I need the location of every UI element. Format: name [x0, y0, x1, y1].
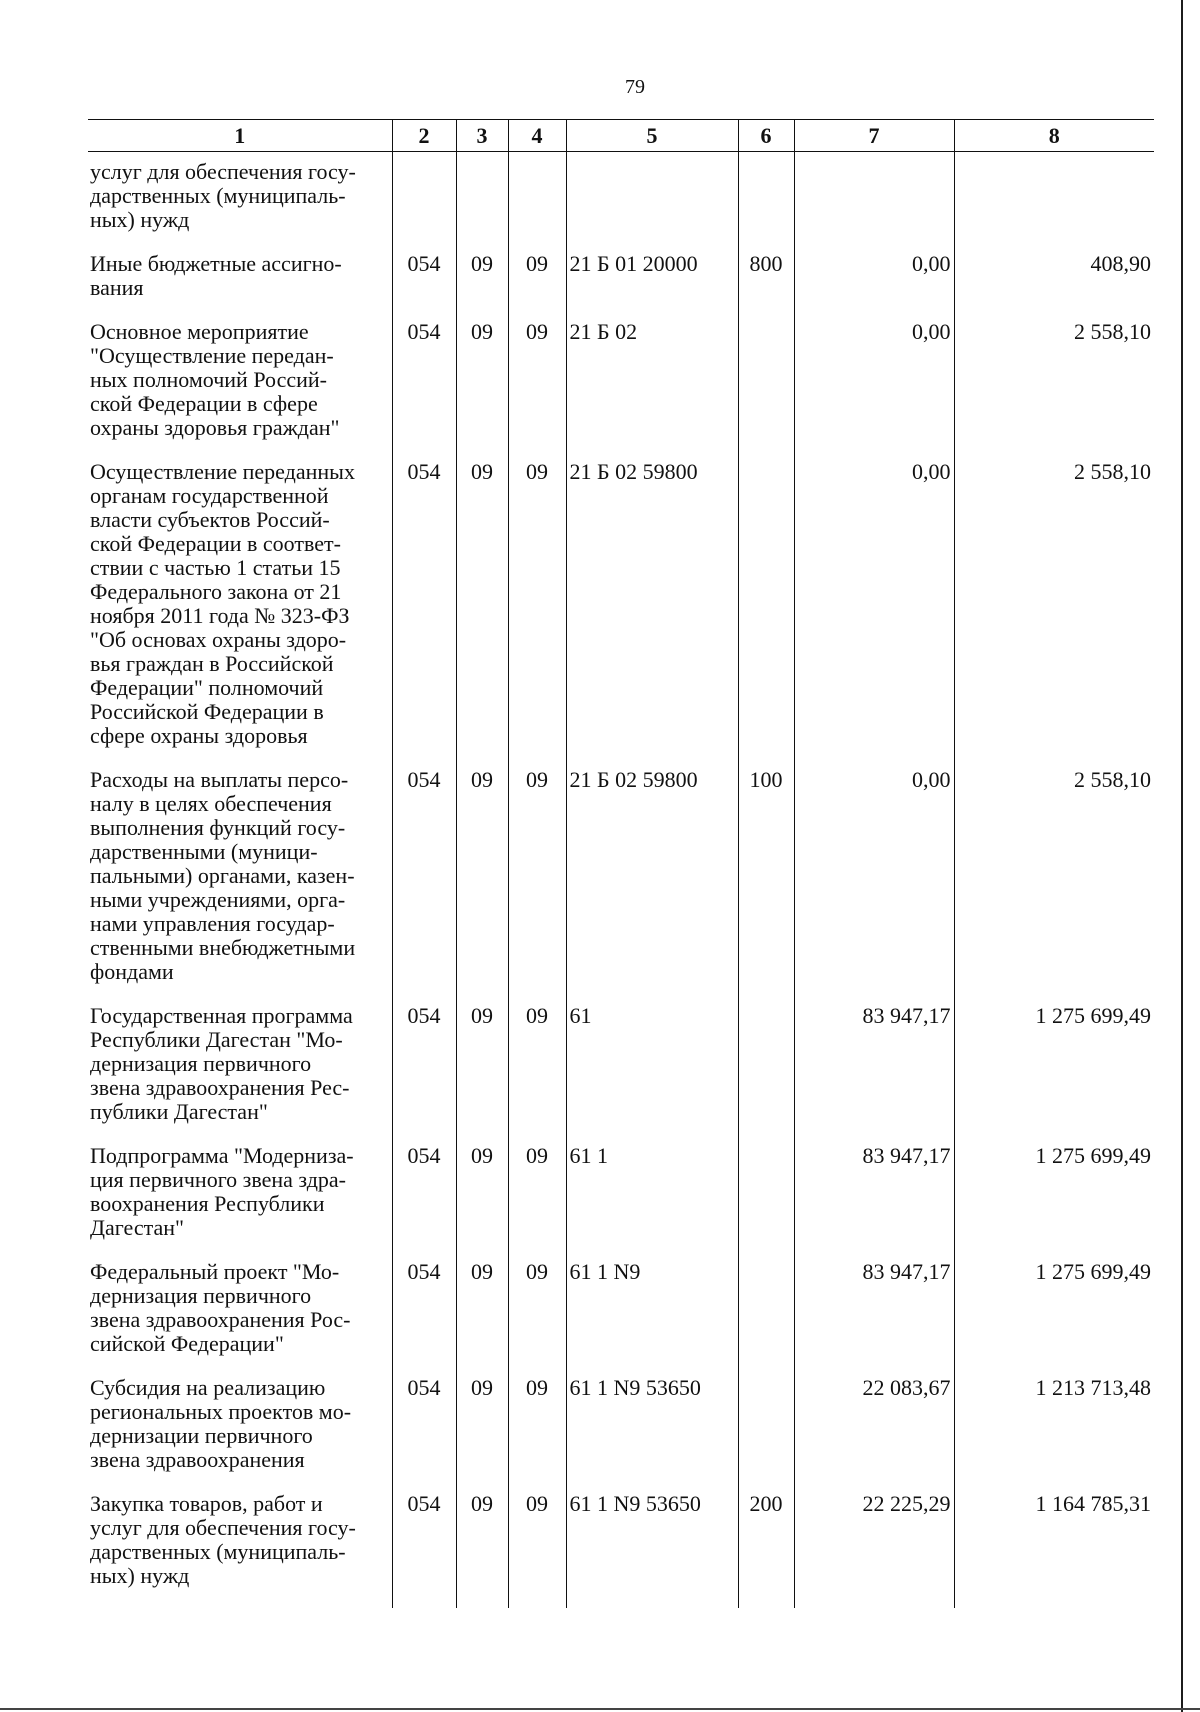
cell-admin — [392, 152, 456, 233]
col-header: 8 — [954, 120, 1154, 152]
cell-type — [738, 1004, 794, 1124]
cell-section: 09 — [456, 252, 508, 300]
cell-admin: 054 — [392, 460, 456, 748]
cell-amount-7: 83 947,17 — [794, 1144, 954, 1240]
row-name: услуг для обеспечения госу- дарственных (муниципаль- ных) нужд — [90, 159, 356, 232]
cell-target: 61 1 N9 53650 — [566, 1376, 738, 1472]
cell-type — [738, 1260, 794, 1356]
col-header: 2 — [392, 120, 456, 152]
cell-target: 61 1 N9 53650 — [566, 1492, 738, 1588]
scan-edge-right — [1181, 0, 1183, 1712]
row-name: Иные бюджетные ассигно- вания — [90, 251, 342, 300]
cell-section — [456, 152, 508, 233]
header-row — [88, 120, 1154, 152]
row-name: Основное мероприятие "Осуществление передан- ных полномочий Россий- ской Федерации в сфере охраны здоровья граждан" — [90, 319, 340, 440]
cell-amount-8: 1 275 699,49 — [954, 1004, 1154, 1124]
cell-target — [566, 152, 738, 233]
cell-section: 09 — [456, 460, 508, 748]
cell-subsection: 09 — [508, 768, 566, 984]
row-name: Осуществление переданных органам государственной власти субъектов Россий- ской Федерации в соответ- ствии с частью 1 статьи 15 Федерального закона от 21 ноября 2011 года № 323-ФЗ "Об основах охраны здоро- вья граждан в Российской Федерации" полномочий Российской Федерации в сфере охраны здоровья — [90, 459, 355, 748]
page-number: 79 — [625, 76, 645, 98]
table-row — [88, 320, 1154, 440]
cell-amount-8: 2 558,10 — [954, 768, 1154, 984]
col-header: 7 — [794, 120, 954, 152]
row-name: Субсидия на реализацию региональных проектов мо- дернизации первичного звена здравоохранения — [90, 1375, 352, 1472]
row-name: Закупка товаров, работ и услуг для обеспечения госу- дарственных (муниципаль- ных) нужд — [90, 1491, 356, 1588]
cell-subsection: 09 — [508, 1144, 566, 1240]
cell-target: 21 Б 02 59800 — [566, 460, 738, 748]
cell-section: 09 — [456, 1376, 508, 1472]
cell-subsection: 09 — [508, 1492, 566, 1588]
cell-amount-7: 83 947,17 — [794, 1260, 954, 1356]
cell-type: 800 — [738, 252, 794, 300]
cell-amount-8: 2 558,10 — [954, 460, 1154, 748]
cell-subsection: 09 — [508, 252, 566, 300]
cell-type — [738, 1376, 794, 1472]
row-name: Расходы на выплаты персо- налу в целях обеспечения выполнения функций госу- дарственными (муници- пальными) органами, казен- ными учреждениями, орга- нами управления государ- ственными внебюджетными фондами — [90, 767, 356, 984]
cell-subsection: 09 — [508, 320, 566, 440]
cell-section: 09 — [456, 1144, 508, 1240]
cell-admin: 054 — [392, 1376, 456, 1472]
cell-admin: 054 — [392, 1492, 456, 1588]
cell-amount-7: 22 225,29 — [794, 1492, 954, 1588]
cell-admin: 054 — [392, 252, 456, 300]
row-name: Федеральный проект "Мо- дернизация первичного звена здравоохранения Рос- сийской Федерации" — [90, 1259, 351, 1356]
cell-subsection: 09 — [508, 1004, 566, 1124]
col-header: 3 — [456, 120, 508, 152]
cell-amount-7: 0,00 — [794, 252, 954, 300]
cell-section: 09 — [456, 1492, 508, 1588]
cell-type: 100 — [738, 768, 794, 984]
cell-amount-8: 2 558,10 — [954, 320, 1154, 440]
cell-amount-7: 0,00 — [794, 320, 954, 440]
cell-admin: 054 — [392, 768, 456, 984]
cell-subsection: 09 — [508, 1260, 566, 1356]
cell-amount-8: 1 164 785,31 — [954, 1492, 1154, 1588]
cell-target: 21 Б 02 — [566, 320, 738, 440]
cell-amount-8: 1 275 699,49 — [954, 1260, 1154, 1356]
cell-amount-8: 1 213 713,48 — [954, 1376, 1154, 1472]
cell-amount-7: 0,00 — [794, 460, 954, 748]
cell-subsection: 09 — [508, 460, 566, 748]
col-header: 1 — [88, 120, 392, 152]
cell-subsection: 09 — [508, 1376, 566, 1472]
cell-amount-7 — [794, 152, 954, 233]
table-row — [88, 1376, 1154, 1472]
col-header: 6 — [738, 120, 794, 152]
table-row — [88, 768, 1154, 984]
cell-section: 09 — [456, 320, 508, 440]
cell-amount-7: 0,00 — [794, 768, 954, 984]
table-row — [88, 1004, 1154, 1124]
table-row — [88, 152, 1154, 233]
table-row — [88, 1260, 1154, 1356]
cell-type: 200 — [738, 1492, 794, 1588]
col-header: 4 — [508, 120, 566, 152]
cell-type — [738, 152, 794, 233]
cell-target: 61 1 — [566, 1144, 738, 1240]
cell-amount-7: 83 947,17 — [794, 1004, 954, 1124]
cell-section: 09 — [456, 1004, 508, 1124]
table-row — [88, 460, 1154, 748]
cell-section: 09 — [456, 768, 508, 984]
cell-amount-8 — [954, 152, 1154, 233]
cell-type — [738, 320, 794, 440]
table-row — [88, 1492, 1154, 1588]
cell-type — [738, 1144, 794, 1240]
col-header: 5 — [566, 120, 738, 152]
cell-admin: 054 — [392, 1004, 456, 1124]
cell-amount-8: 1 275 699,49 — [954, 1144, 1154, 1240]
cell-type — [738, 460, 794, 748]
cell-admin: 054 — [392, 1260, 456, 1356]
cell-target: 21 Б 02 59800 — [566, 768, 738, 984]
budget-table-container — [88, 119, 1154, 1608]
cell-subsection — [508, 152, 566, 233]
cell-admin: 054 — [392, 320, 456, 440]
cell-amount-7: 22 083,67 — [794, 1376, 954, 1472]
row-name: Государственная программа Республики Дагестан "Мо- дернизация первичного звена здравоохранения Рес- публики Дагестан" — [90, 1003, 353, 1124]
cell-amount-8: 408,90 — [954, 252, 1154, 300]
cell-admin: 054 — [392, 1144, 456, 1240]
budget-table — [88, 119, 1154, 1608]
cell-section: 09 — [456, 1260, 508, 1356]
table-row — [88, 252, 1154, 300]
cell-target: 61 1 N9 — [566, 1260, 738, 1356]
cell-target: 61 — [566, 1004, 738, 1124]
scan-edge-bottom — [0, 1708, 1200, 1710]
table-row — [88, 1144, 1154, 1240]
cell-target: 21 Б 01 20000 — [566, 252, 738, 300]
row-name: Подпрограмма "Модерниза- ция первичного звена здра- воохранения Республики Дагестан" — [90, 1143, 354, 1240]
